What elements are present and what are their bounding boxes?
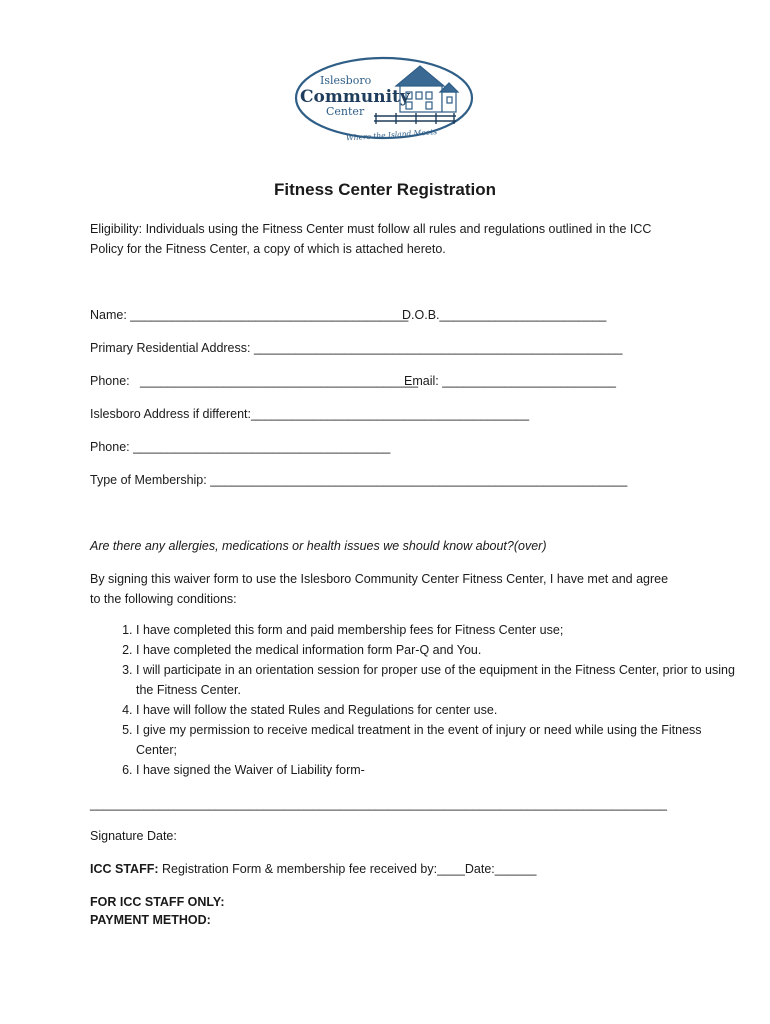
condition-item: 6. I have signed the Waiver of Liability form-	[136, 760, 736, 780]
conditions-list	[90, 620, 736, 780]
icc-logo	[292, 52, 478, 148]
membership-type-field[interactable]: Type of Membership: ____________________________________________________________	[90, 473, 628, 487]
health-question: Are there any allergies, medications or health issues we should know about?(over)	[90, 539, 547, 553]
logo-line2: Community	[300, 87, 410, 107]
signature-line[interactable]: ___________________________________________________________________________________	[90, 797, 668, 811]
condition-item: 4. I have will follow the stated Rules and Regulations for center use.	[136, 700, 736, 720]
page-title: Fitness Center Registration	[274, 180, 496, 199]
islesboro-address-field[interactable]: Islesboro Address if different:________________________________________	[90, 407, 530, 421]
condition-item: 5. I give my permission to receive medical treatment in the event of injury or need while using the Fitness Center;	[136, 720, 736, 760]
logo-line3: Center	[326, 105, 365, 118]
condition-item: 3. I will participate in an orientation session for proper use of the equipment in the Fitness Center, prior to using the Fitness Center.	[136, 660, 736, 700]
staff-label: ICC STAFF:	[90, 862, 159, 876]
logo-line1: Islesboro	[320, 74, 372, 87]
waiver-intro: By signing this waiver form to use the Islesboro Community Center Fitness Center, I have met and agree to the following conditions:	[90, 572, 669, 606]
name-field[interactable]: Name: ________________________________________	[90, 308, 409, 322]
phone2-field[interactable]: Phone: _____________________________________	[90, 440, 391, 454]
payment-method-label: PAYMENT METHOD:	[90, 913, 211, 927]
condition-item: 1. I have completed this form and paid membership fees for Fitness Center use;	[136, 620, 736, 640]
phone-field[interactable]: Phone: ________________________________________	[90, 374, 419, 388]
eligibility-text: Eligibility: Individuals using the Fitness Center must follow all rules and regulations outlined in the ICC Policy for the Fitness Center, a copy of which is attached hereto.	[90, 222, 652, 256]
staff-text[interactable]: Registration Form & membership fee received by:____Date:______	[158, 862, 537, 876]
condition-item: 2. I have completed the medical information form Par-Q and You.	[136, 640, 736, 660]
email-field[interactable]: Email: _________________________	[404, 374, 616, 388]
staff-line	[90, 859, 537, 879]
signature-date-label: Signature Date:	[90, 829, 177, 843]
logo-tagline: Where the Island Meets	[345, 127, 438, 143]
dob-field[interactable]: D.O.B.________________________	[402, 308, 607, 322]
address-field[interactable]: Primary Residential Address: _____________________________________________________	[90, 341, 623, 355]
staff-only-label: FOR ICC STAFF ONLY:	[90, 895, 225, 909]
